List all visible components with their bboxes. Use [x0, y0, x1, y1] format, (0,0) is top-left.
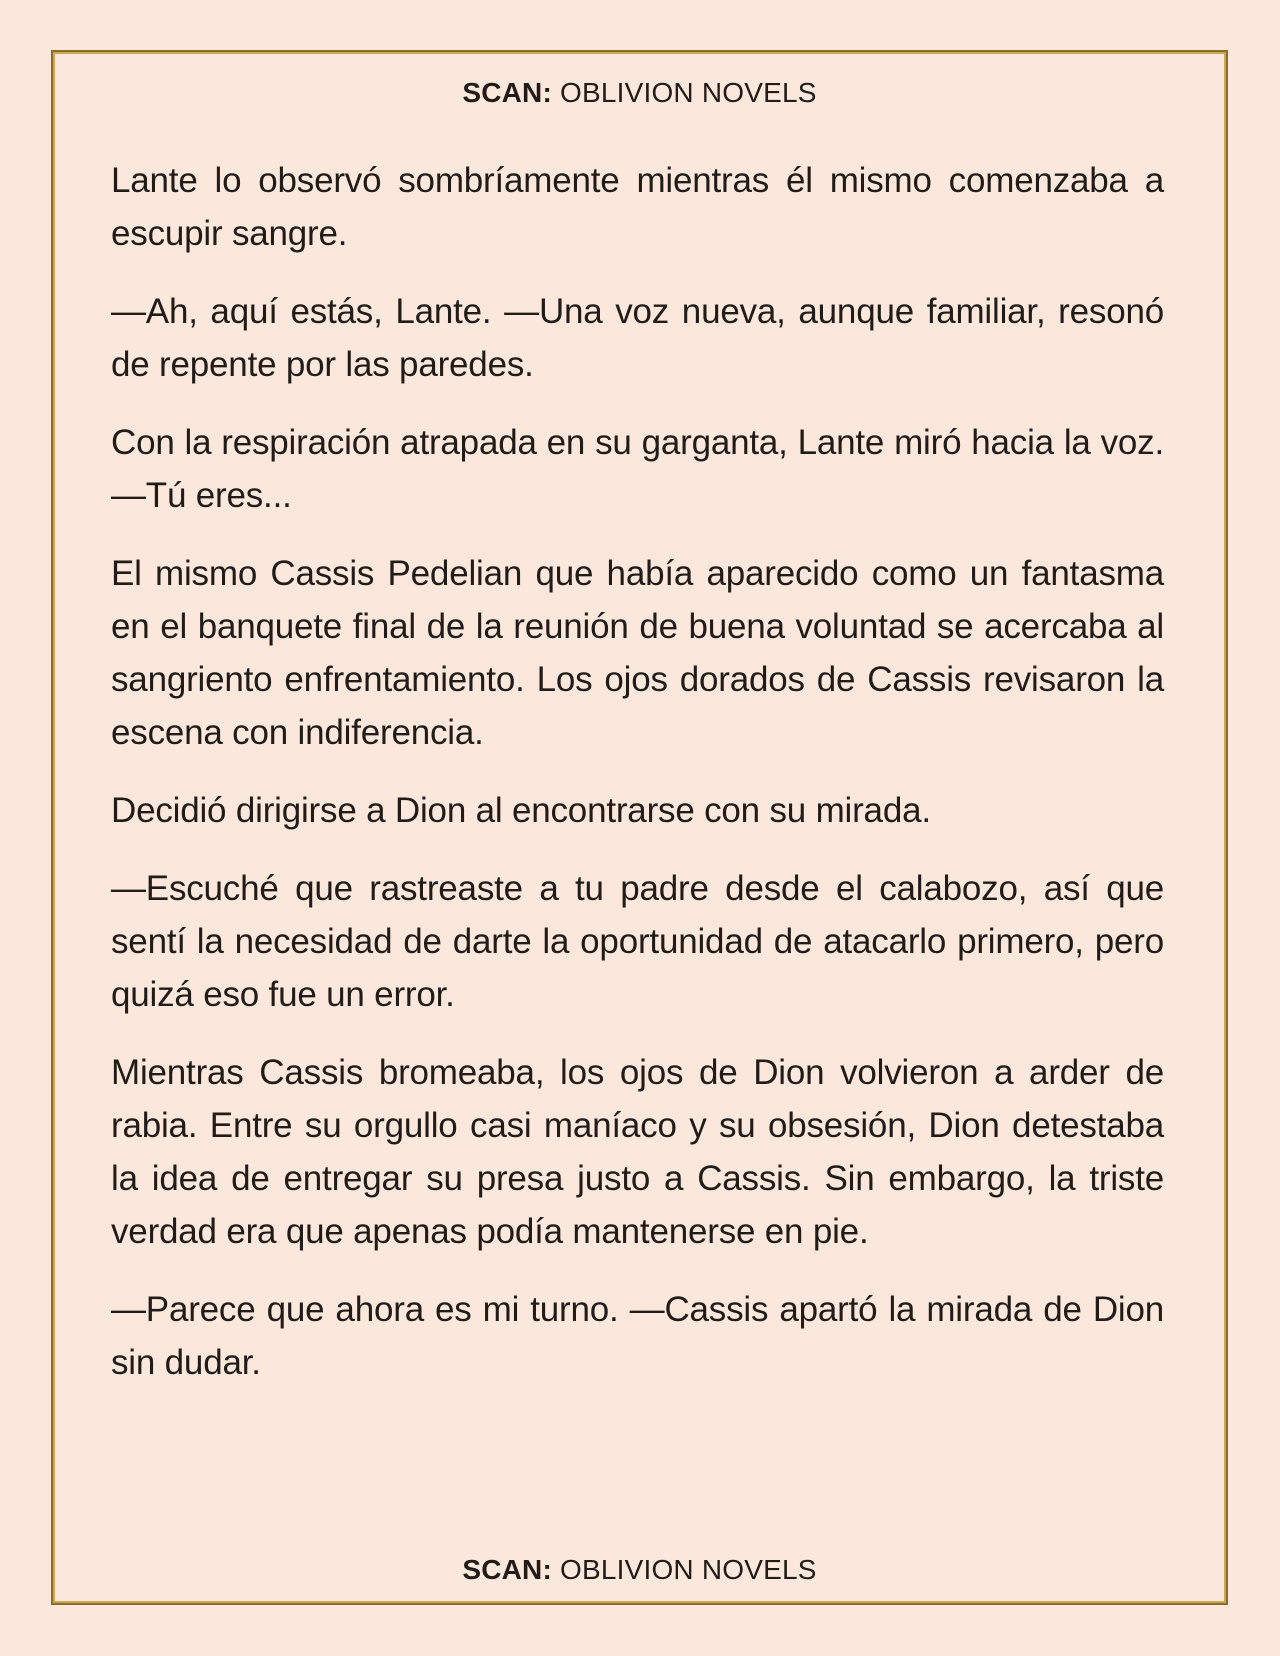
footer-scan-label: SCAN:: [462, 1554, 553, 1585]
paragraph: El mismo Cassis Pedelian que había aparecido como un fantasma en el banquete final de la reunión de buena voluntad se acercaba al sangriento enfrentamiento. Los ojos dorados de Cassis revisaron la escena con indiferencia.: [111, 554, 1164, 752]
header-scan-group-name: OBLIVION NOVELS: [552, 77, 817, 108]
header-scan-label: SCAN:: [462, 77, 553, 108]
header-scan-credit: [55, 76, 1224, 110]
page-frame-inner: [53, 52, 1226, 1603]
paragraph: Mientras Cassis bromeaba, los ojos de Dion volvieron a arder de rabia. Entre su orgullo casi maníaco y su obsesión, Dion detestaba la idea de entregar su presa justo a Cassis. Sin embargo, la triste verdad era que apenas podía mantenerse en pie.: [111, 1053, 1164, 1251]
paragraph: Con la respiración atrapada en su garganta, Lante miró hacia la voz. —Tú eres...: [111, 423, 1164, 515]
paragraph: Decidió dirigirse a Dion al encontrarse con su mirada.: [111, 791, 931, 830]
paragraph: —Parece que ahora es mi turno. —Cassis apartó la mirada de Dion sin dudar.: [111, 1290, 1164, 1382]
footer-scan-group-name: OBLIVION NOVELS: [552, 1554, 817, 1585]
paragraph: Lante lo observó sombríamente mientras él mismo comenzaba a escupir sangre.: [111, 161, 1164, 253]
page-frame: [51, 50, 1228, 1605]
footer-scan-credit: [55, 1553, 1224, 1587]
body-text: [55, 110, 1224, 1389]
paragraph: —Escuché que rastreaste a tu padre desde el calabozo, así que sentí la necesidad de darte la oportunidad de atacarlo primero, pero quizá eso fue un error.: [111, 869, 1164, 1014]
paragraph: —Ah, aquí estás, Lante. —Una voz nueva, aunque familiar, resonó de repente por las paredes.: [111, 292, 1164, 384]
